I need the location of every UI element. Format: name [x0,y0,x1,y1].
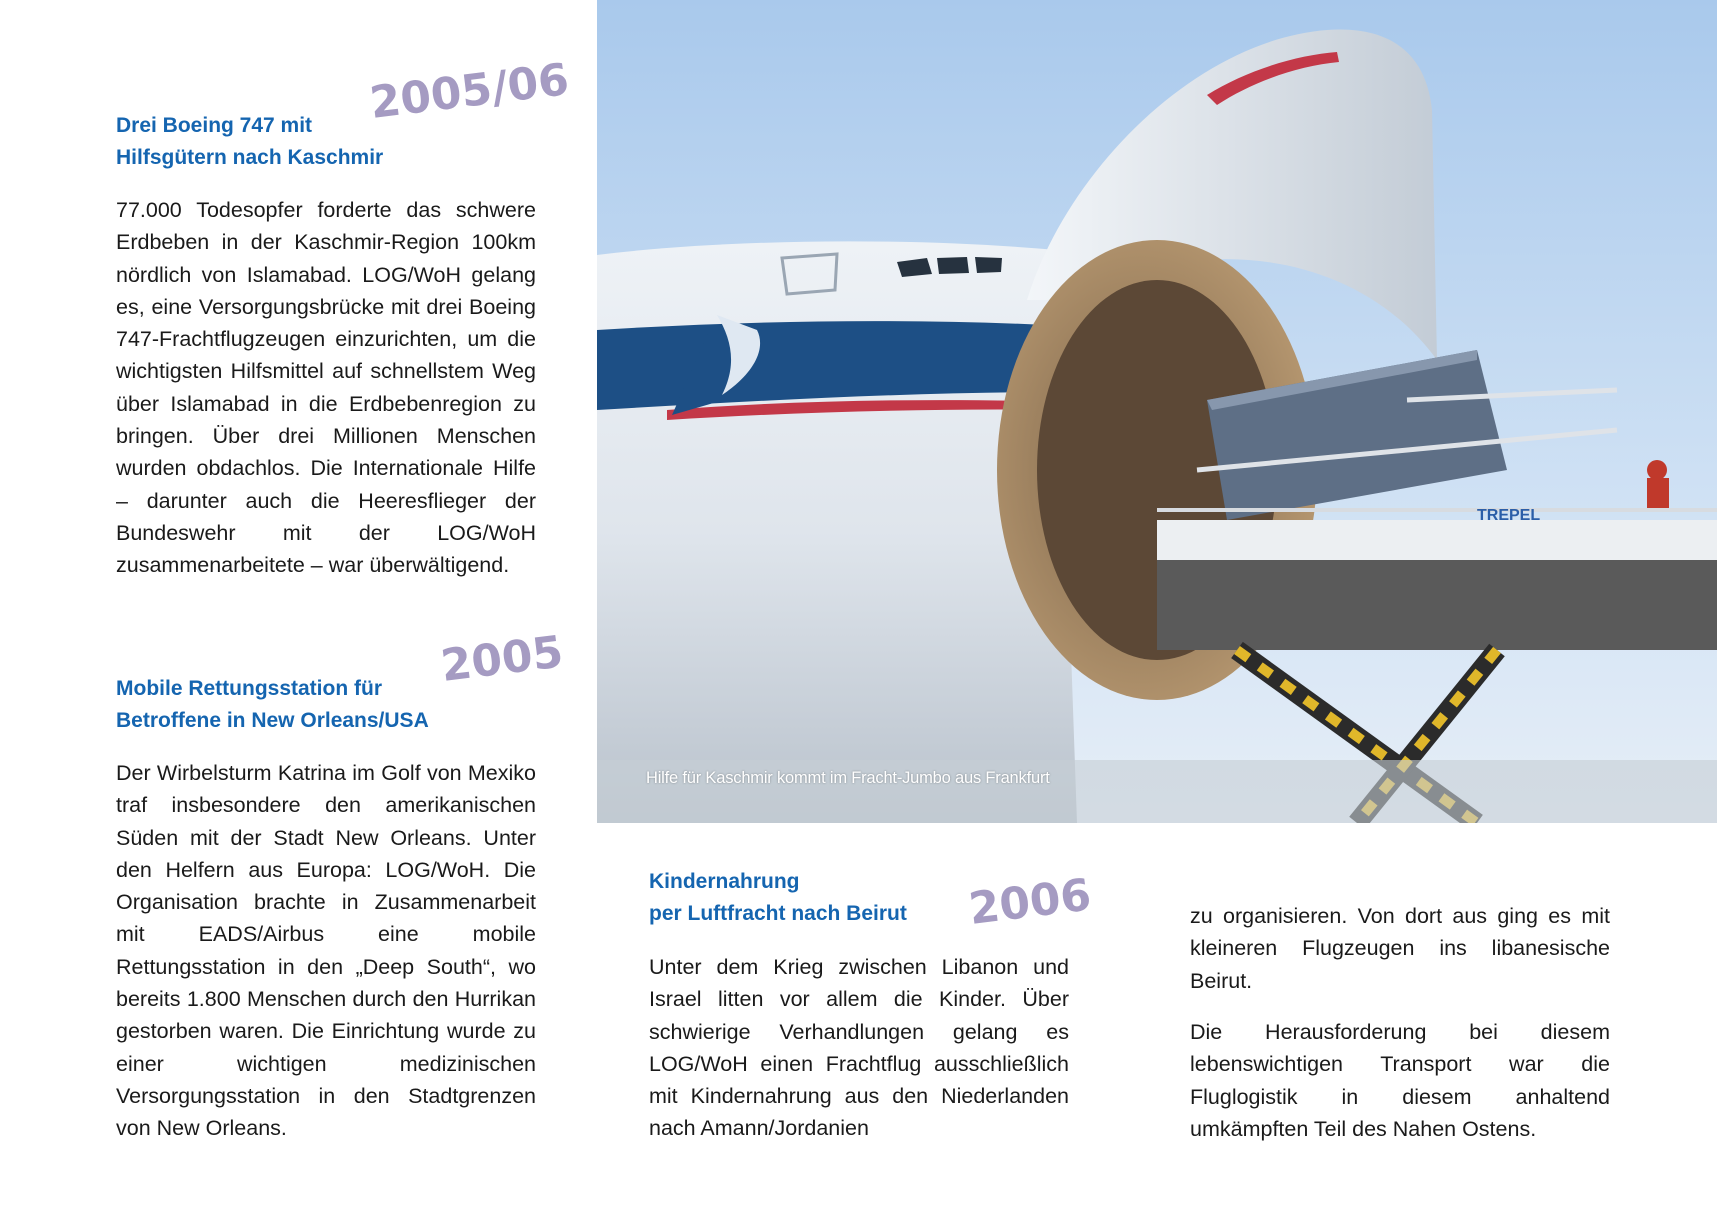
heading-kaschmir-line2: Hilfsgütern nach Kaschmir [116,146,384,169]
heading-beirut-line1: Kindernahrung [649,870,800,893]
body-beirut-col2-p2: Die Herausforderung bei diesem lebenswichtigen Transport war die Fluglogistik in diesem anhaltend umkämpften Teil des Nahen Ostens. [1190,1020,1610,1141]
year-label-2005: 2005 [438,626,566,692]
heading-beirut [649,866,1069,930]
heading-kaschmir-line1: Drei Boeing 747 mit [116,114,313,137]
heading-new-orleans [116,673,556,737]
year-label-2005-06: 2005/06 [367,54,572,129]
body-beirut-col1: Unter dem Krieg zwischen Libanon und Israel litten vor allem die Kinder. Über schwierige Verhandlungen gelang es LOG/WoH einen Frachtflug ausschließlich mit Kindernahrung aus den Niederlanden nach Amann/Jordanien [649,955,1069,1141]
heading-new-orleans-line1: Mobile Rettungsstation für [116,677,382,700]
body-beirut-col2-p1: zu organisieren. Von dort aus ging es mit kleineren Flugzeugen ins libanesische Beirut. [1190,904,1610,993]
year-label-2006: 2006 [966,869,1094,935]
body-new-orleans: Der Wirbelsturm Katrina im Golf von Mexiko traf insbesondere den amerikanischen Süden mit der Stadt New Orleans. Unter den Helfern aus Europa: LOG/WoH. Die Organisation brachte in Zusammenarbeit mit EADS/Airbus eine mobile Rettungsstation in den „Deep South“, wo bereits 1.800 Menschen durch den Hurrikan gestorben waren. Die Einrichtung wurde zu einer wichtigen medizinischen Versorgungsstation in den Stadtgrenzen von New Orleans. [116,761,536,1141]
photo-caption: Hilfe für Kaschmir kommt im Fracht-Jumbo aus Frankfurt [646,769,1050,787]
heading-kaschmir [116,110,556,174]
loader-brand-text: TREPEL [1477,507,1541,524]
heading-new-orleans-line2: Betroffene in New Orleans/USA [116,709,429,732]
cargo-jumbo-photo [597,0,1717,823]
body-kaschmir: 77.000 Todesopfer forderte das schwere Erdbeben in der Kaschmir-Region 100km nördlich von Islamabad. LOG/WoH gelang es, eine Versorgungsbrücke mit drei Boeing 747-Frachtflugzeugen einzurichten, um die wichtigsten Hilfsmittel auf schnellstem Weg über Islamabad in die Erdbebenregion zu bringen. Über drei Millionen Menschen wurden obdachlos. Die Internationale Hilfe – darunter auch die Heeresflieger der Bundeswehr mit der LOG/WoH zusammenarbeitete – war überwältigend. [116,198,536,578]
heading-beirut-line2: per Luftfracht nach Beirut [649,902,907,925]
